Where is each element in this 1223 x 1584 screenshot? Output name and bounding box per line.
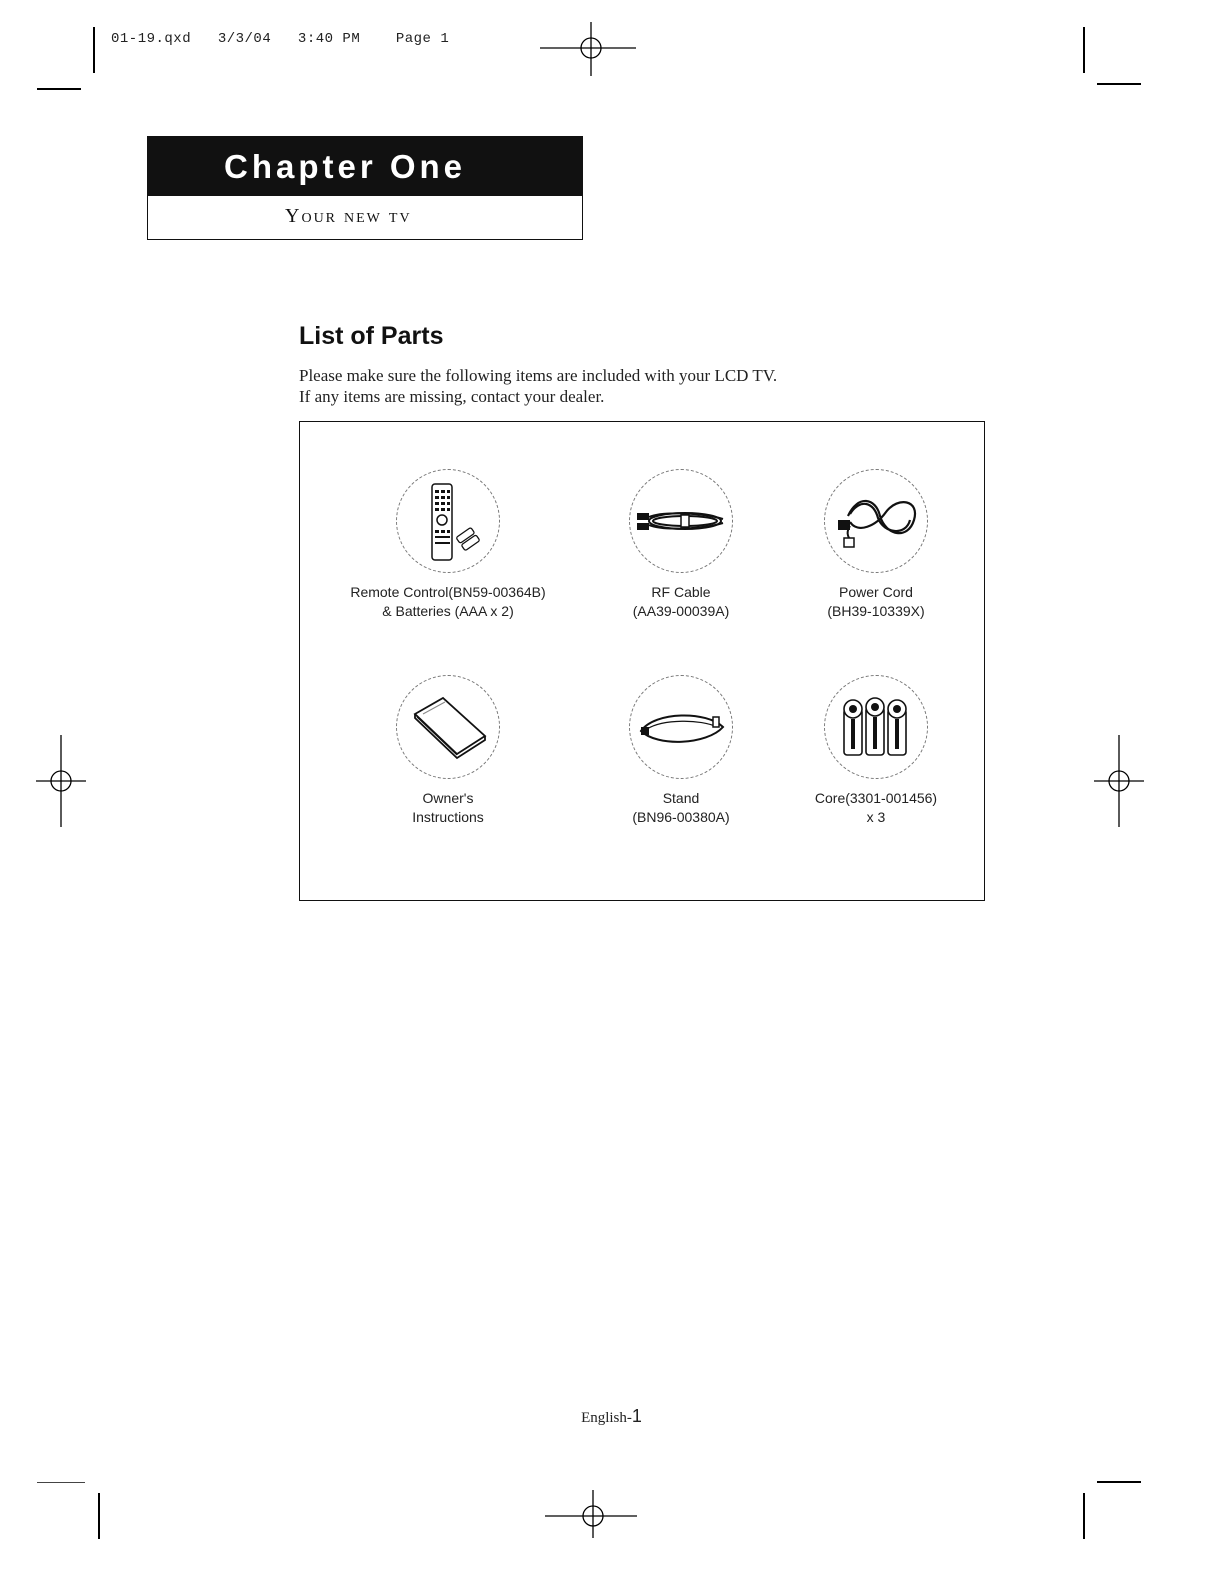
part-detail: (BN96-00380A) bbox=[632, 809, 730, 825]
crop-mark bbox=[98, 1493, 100, 1539]
power-cord-icon bbox=[824, 469, 928, 573]
registration-mark-bottom bbox=[545, 1490, 641, 1540]
registration-mark-right bbox=[1094, 735, 1146, 829]
registration-mark-left bbox=[36, 735, 88, 829]
crop-mark bbox=[93, 27, 95, 73]
rf-cable-icon bbox=[629, 469, 733, 573]
part-remote-control bbox=[318, 469, 578, 621]
part-name: Stand bbox=[662, 790, 700, 806]
stand-icon bbox=[629, 675, 733, 779]
registration-mark-top bbox=[540, 22, 640, 78]
section-title: List of Parts bbox=[299, 322, 444, 350]
parts-list-box bbox=[299, 421, 985, 901]
intro-text bbox=[299, 365, 777, 407]
part-name: Power Cord bbox=[839, 584, 913, 600]
part-detail: (AA39-00039A) bbox=[632, 603, 730, 619]
print-slug: 01-19.qxd 3/3/04 3:40 PM Page 1 bbox=[111, 31, 450, 47]
intro-line-1: Please make sure the following items are included with your LCD TV. bbox=[299, 366, 778, 385]
manual-icon bbox=[396, 675, 500, 779]
crop-mark bbox=[37, 1482, 85, 1483]
crop-mark bbox=[1083, 27, 1085, 73]
part-owners-instructions bbox=[318, 675, 578, 827]
part-detail: (BH39-10339X) bbox=[827, 603, 925, 619]
crop-mark bbox=[1097, 1481, 1141, 1483]
part-name: Remote Control(BN59-00364B) bbox=[350, 584, 546, 600]
chapter-header bbox=[147, 136, 583, 240]
part-ferrite-core bbox=[746, 675, 1006, 827]
part-name: Owner's bbox=[422, 790, 474, 806]
crop-mark bbox=[1097, 83, 1141, 85]
part-name: RF Cable bbox=[651, 584, 711, 600]
chapter-title: Chapter One bbox=[148, 137, 582, 196]
part-detail: & Batteries (AAA x 2) bbox=[382, 603, 514, 619]
chapter-subtitle: Your new tv bbox=[285, 205, 412, 227]
crop-mark bbox=[1083, 1493, 1085, 1539]
part-detail: x 3 bbox=[866, 809, 886, 825]
footer-language: English- bbox=[581, 1410, 632, 1426]
part-power-cord bbox=[746, 469, 1006, 621]
part-name: Core(3301-001456) bbox=[814, 790, 938, 806]
ferrite-core-icon bbox=[824, 675, 928, 779]
crop-mark bbox=[37, 88, 81, 90]
page-number: 1 bbox=[631, 1406, 642, 1426]
remote-control-icon bbox=[396, 469, 500, 573]
part-detail: Instructions bbox=[412, 809, 484, 825]
page-footer bbox=[0, 1406, 1223, 1427]
intro-line-2: If any items are missing, contact your dealer. bbox=[299, 387, 605, 406]
